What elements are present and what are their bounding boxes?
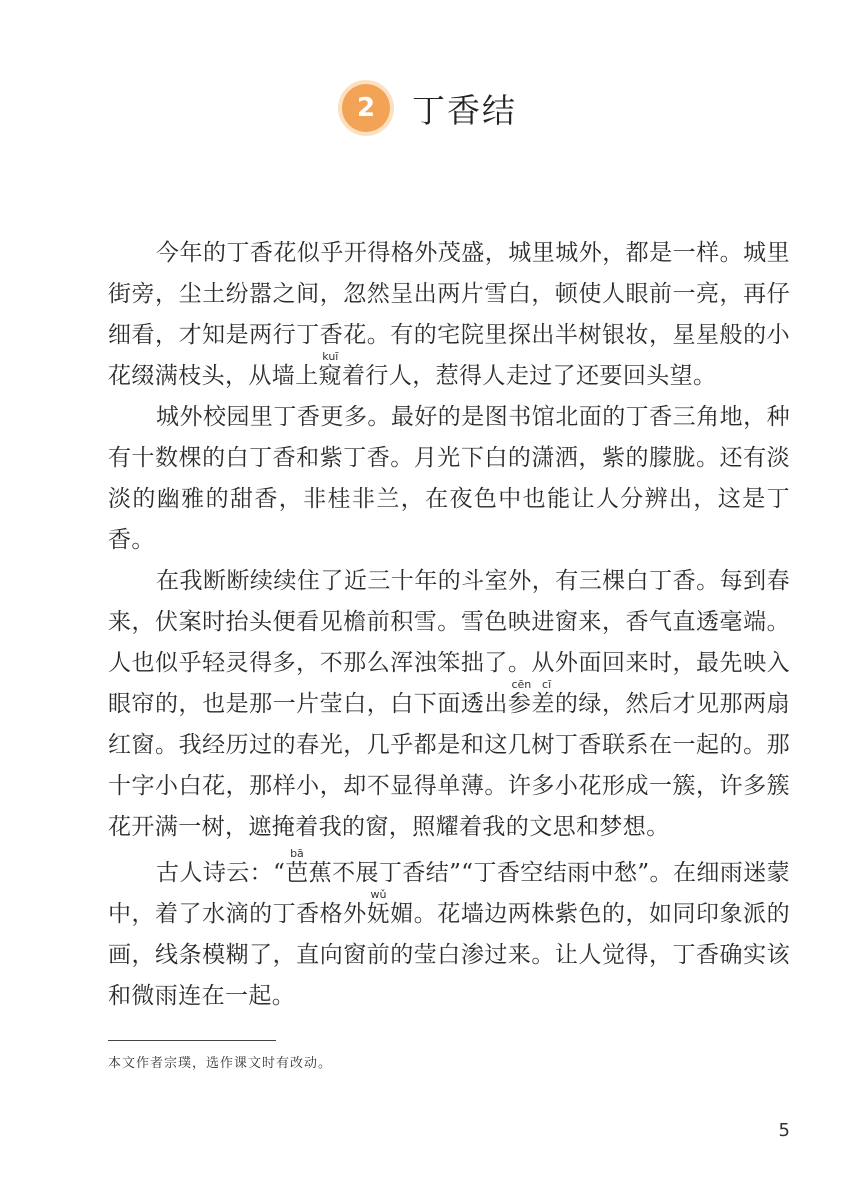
paragraph-1: [108, 233, 790, 397]
pinyin-annotation: 参差cēn cī: [507, 678, 555, 717]
lesson-header: [0, 76, 859, 140]
paragraph-text: 着行人，惹得人走过了还要回头望。: [342, 363, 717, 389]
pinyin-annotation: 芭bā: [285, 847, 309, 886]
paragraph-text: 在我断断续续住了近三十年的斗室外，有三棵白丁香。每到春来，伏案时抬头便看见檐前积雪。雪色映进窗来，香气直透毫端。人也似乎轻灵得多，不那么浑浊笨拙了。从外面回来时，最先映入眼帘的，也是那一片莹白，白下面透出: [108, 568, 790, 717]
article-body: [108, 233, 790, 1017]
paragraph-4: [108, 848, 790, 1017]
lesson-title: 丁香结: [412, 90, 517, 130]
paragraph-text: 蕉不展丁香结”“丁香空结雨中愁”。在细雨迷蒙中，着了水滴的丁香格外: [108, 860, 791, 927]
lesson-number-badge: 2: [342, 84, 390, 132]
pinyin-annotation: 窥kuī: [318, 350, 343, 389]
footnote-divider: [108, 1040, 276, 1041]
paragraph-text: 今年的丁香花似乎开得格外茂盛，城里城外，都是一样。城里街旁，尘土纷嚣之间，忽然呈出两片雪白，顿使人眼前一亮，再仔细看，才知是两行丁香花。有的宅院里探出半树银妆，星星般的小花缀满枝头，从墙上: [108, 240, 790, 389]
paragraph-text: 古人诗云：“: [156, 860, 286, 886]
pinyin-annotation: 妩wǔ: [366, 888, 391, 927]
page-number: 5: [778, 1120, 790, 1141]
paragraph-text: 媚。花墙边两株紫色的，如同印象派的画，线条模糊了，直向窗前的莹白渗过来。让人觉得，丁香确实该和微雨连在一起。: [108, 901, 790, 1009]
paragraph-3: [108, 561, 790, 848]
paragraph-text: 的绿，然后才见那两扇红窗。我经历过的春光，几乎都是和这几树丁香联系在一起的。那十字小白花，那样小，却不显得单薄。许多小花形成一簇，许多簇花开满一树，遮掩着我的窗，照耀着我的文思和梦想。: [108, 691, 790, 840]
footnote: 本文作者宗璞，选作课文时有改动。: [108, 1056, 333, 1071]
paragraph-2: 城外校园里丁香更多。最好的是图书馆北面的丁香三角地，种有十数棵的白丁香和紫丁香。月光下白的潇洒，紫的朦胧。还有淡淡的幽雅的甜香，非桂非兰，在夜色中也能让人分辨出，这是丁香。: [108, 404, 790, 553]
